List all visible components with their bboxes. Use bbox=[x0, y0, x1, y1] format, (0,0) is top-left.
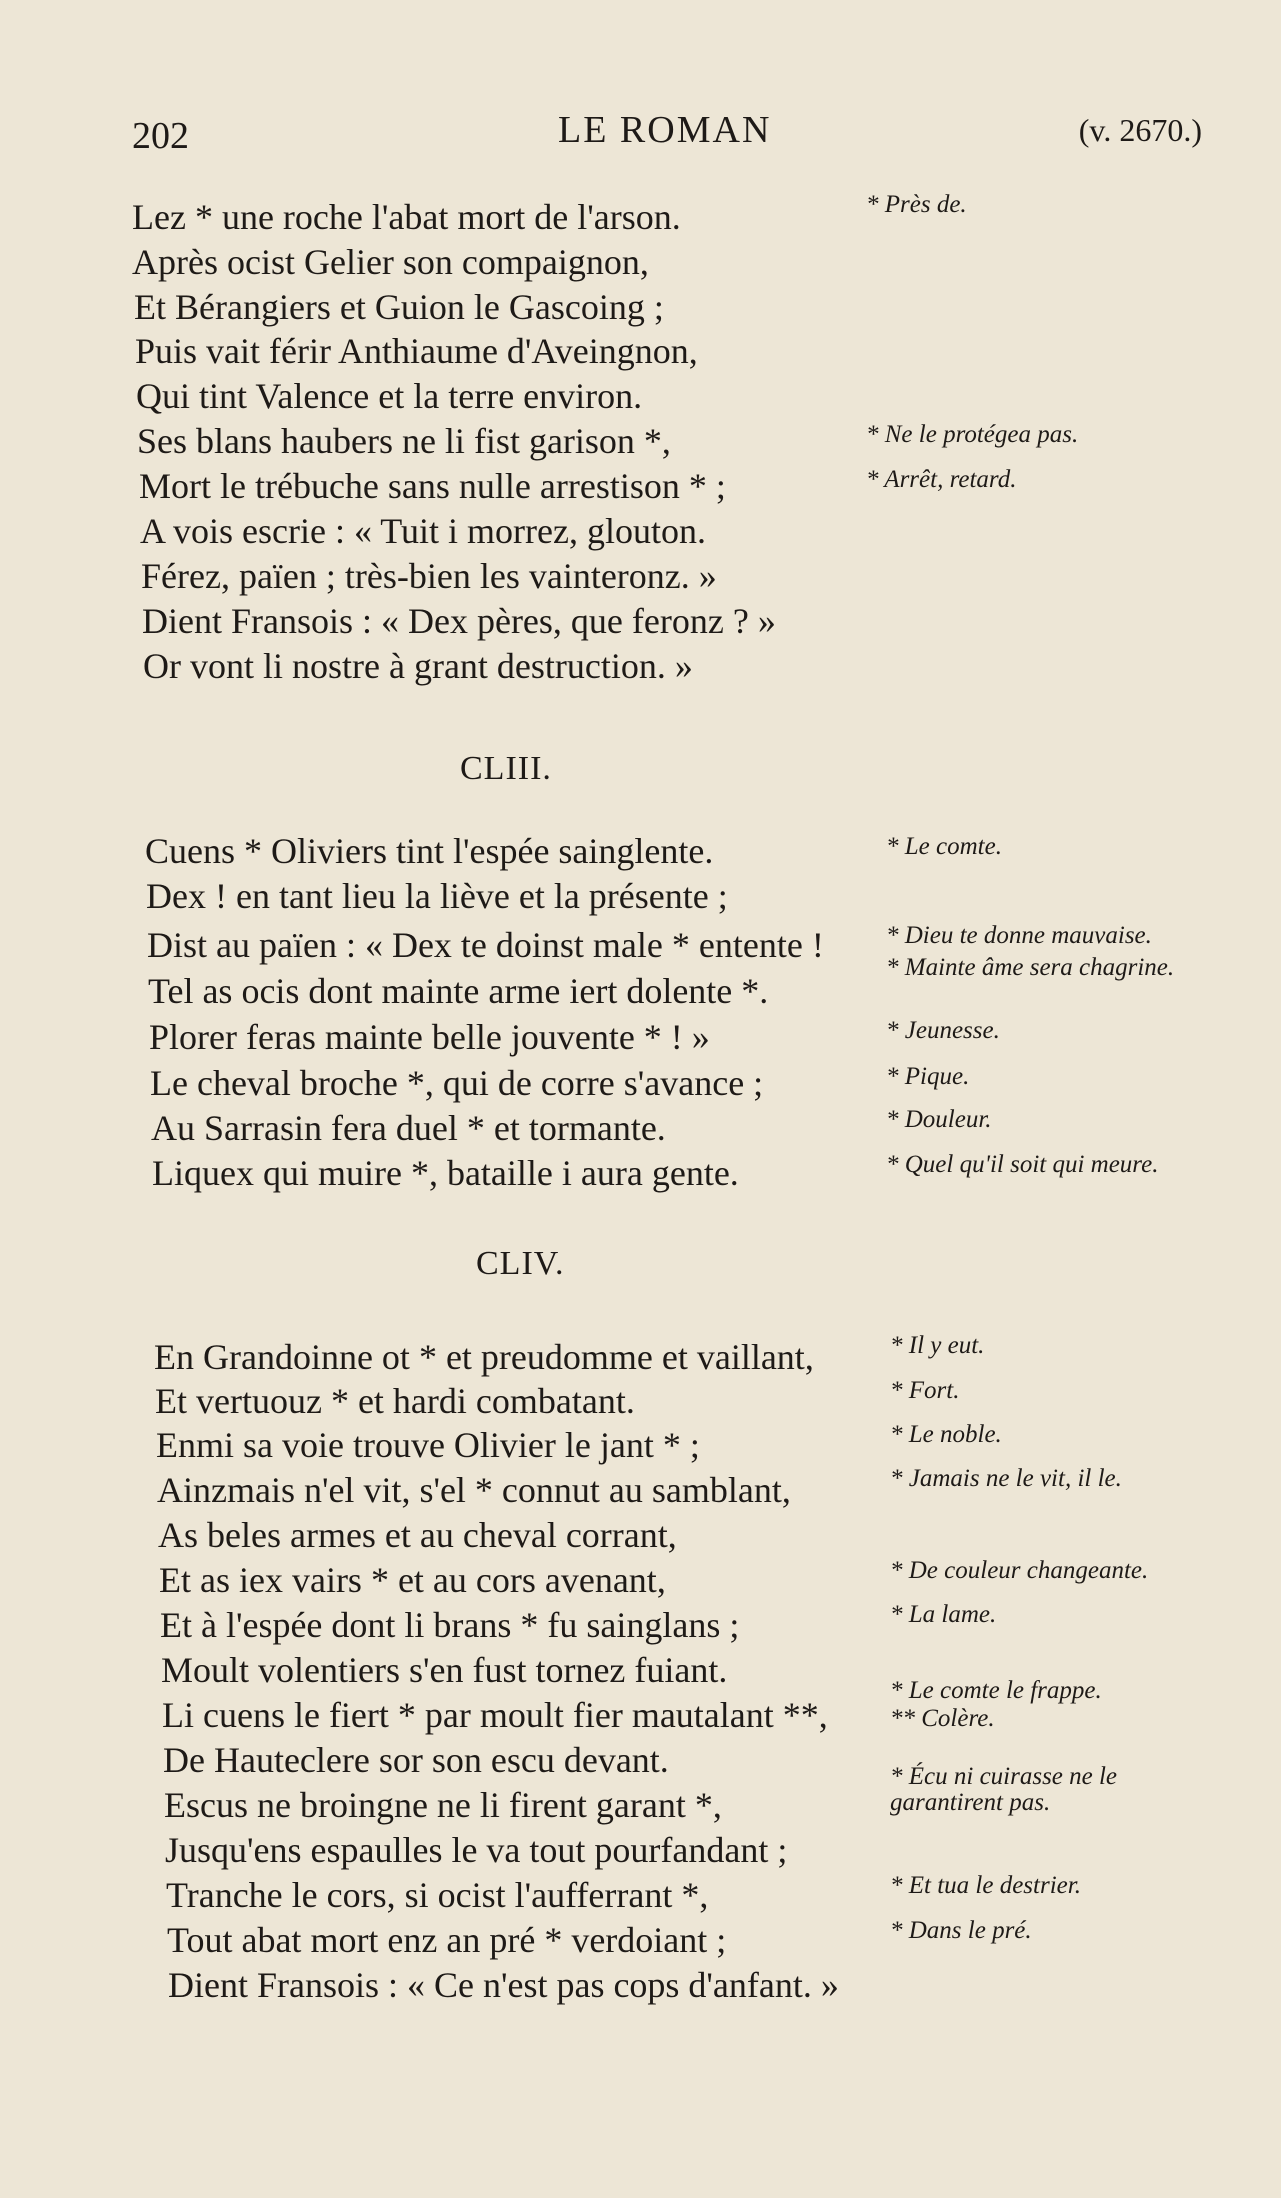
verse-line: Tranche le cors, si ocist l'aufferrant *, bbox=[166, 1875, 709, 1915]
verse-line: Lez * une roche l'abat mort de l'arson. bbox=[132, 197, 681, 237]
verse-line: Au Sarrasin fera duel * et tormante. bbox=[151, 1108, 666, 1148]
gloss-note: * Il y eut. bbox=[890, 1332, 985, 1359]
verse-line: Tout abat mort enz an pré * verdoiant ; bbox=[167, 1920, 727, 1960]
section-title: CLIV. bbox=[476, 1245, 565, 1282]
verse-line: Et à l'espée dont li brans * fu sainglans ; bbox=[160, 1605, 740, 1645]
gloss-note: * Le noble. bbox=[890, 1421, 1002, 1448]
verse-line: Cuens * Oliviers tint l'espée sainglente. bbox=[145, 831, 714, 871]
verse-line: Et as iex vairs * et au cors avenant, bbox=[159, 1560, 666, 1600]
gloss-note: * Le comte le frappe. bbox=[890, 1677, 1102, 1704]
gloss-note: * Fort. bbox=[890, 1377, 960, 1404]
verse-line: As beles armes et au cheval corrant, bbox=[158, 1515, 677, 1555]
verse-line: Moult volentiers s'en fust tornez fuiant. bbox=[161, 1650, 728, 1690]
gloss-note: * Pique. bbox=[886, 1063, 970, 1090]
verse-line: Ses blans haubers ne li fist garison *, bbox=[137, 421, 671, 461]
verse-line: Dient Fransois : « Dex pères, que feronz ? » bbox=[142, 601, 776, 641]
running-title: LE ROMAN bbox=[558, 109, 772, 151]
gloss-note: * La lame. bbox=[890, 1601, 997, 1628]
page-header bbox=[130, 108, 1220, 158]
gloss-note: * Dieu te donne mauvaise. bbox=[886, 922, 1152, 949]
gloss-note: * Le comte. bbox=[886, 833, 1002, 860]
gloss-note: * Douleur. bbox=[886, 1106, 992, 1133]
verse-line: Escus ne broingne ne li firent garant *, bbox=[164, 1785, 722, 1825]
gloss-note: * Jeunesse. bbox=[886, 1017, 1000, 1044]
gloss-note: * Quel qu'il soit qui meure. bbox=[886, 1151, 1159, 1178]
verse-line: Dient Fransois : « Ce n'est pas cops d'anfant. » bbox=[168, 1965, 839, 2005]
gloss-note: * Dans le pré. bbox=[890, 1917, 1032, 1944]
verse-line: Puis vait férir Anthiaume d'Aveingnon, bbox=[135, 331, 698, 371]
verse-reference: (v. 2670.) bbox=[1078, 112, 1202, 148]
verse-line: Férez, païen ; très-bien les vainteronz. » bbox=[141, 556, 717, 596]
section-title: CLIII. bbox=[460, 750, 552, 787]
verse-line: Jusqu'ens espaulles le va tout pourfandant ; bbox=[165, 1830, 788, 1870]
verse-line: De Hauteclere sor son escu devant. bbox=[163, 1740, 669, 1780]
gloss-note: * Jamais ne le vit, il le. bbox=[890, 1465, 1122, 1492]
gloss-note: * Près de. bbox=[866, 191, 967, 218]
verse-line: Le cheval broche *, qui de corre s'avance ; bbox=[150, 1063, 764, 1103]
verse-line: Mort le trébuche sans nulle arrestison * ; bbox=[139, 466, 726, 506]
page-number: 202 bbox=[132, 115, 189, 157]
verse-line: Ainzmais n'el vit, s'el * connut au samblant, bbox=[157, 1470, 791, 1510]
verse-line: En Grandoinne ot * et preudomme et vaillant, bbox=[154, 1337, 814, 1377]
verse-line: Et vertuouz * et hardi combatant. bbox=[155, 1381, 635, 1421]
verse-line: Or vont li nostre à grant destruction. » bbox=[143, 646, 693, 686]
verse-line: Et Bérangiers et Guion le Gascoing ; bbox=[134, 287, 664, 327]
gloss-note: * Mainte âme sera chagrine. bbox=[886, 954, 1175, 981]
gloss-note: * Ne le protégea pas. bbox=[866, 421, 1079, 448]
gloss-note: * De couleur changeante. bbox=[890, 1557, 1149, 1584]
verse-line: Liquex qui muire *, bataille i aura gente. bbox=[152, 1153, 739, 1193]
verse-line: A vois escrie : « Tuit i morrez, glouton. bbox=[140, 511, 706, 551]
verse-line: Tel as ocis dont mainte arme iert dolente *. bbox=[148, 971, 769, 1011]
verse-line: Après ocist Gelier son compaignon, bbox=[132, 242, 649, 282]
verse-line: Li cuens le fiert * par moult fier mautalant **, bbox=[162, 1695, 828, 1735]
verse-line: Enmi sa voie trouve Olivier le jant * ; bbox=[156, 1425, 700, 1465]
verse-line: Dex ! en tant lieu la liève et la présente ; bbox=[146, 876, 728, 916]
gloss-note: * Écu ni cuirasse ne le garantirent pas. bbox=[890, 1763, 1118, 1816]
gloss-note: ** Colère. bbox=[890, 1705, 995, 1732]
verse-line: Qui tint Valence et la terre environ. bbox=[136, 376, 643, 416]
gloss-note: * Et tua le destrier. bbox=[890, 1872, 1081, 1899]
verse-line: Plorer feras mainte belle jouvente * ! » bbox=[149, 1017, 710, 1057]
verse-line: Dist au païen : « Dex te doinst male * entente ! bbox=[147, 925, 824, 965]
gloss-note: * Arrêt, retard. bbox=[866, 466, 1017, 493]
